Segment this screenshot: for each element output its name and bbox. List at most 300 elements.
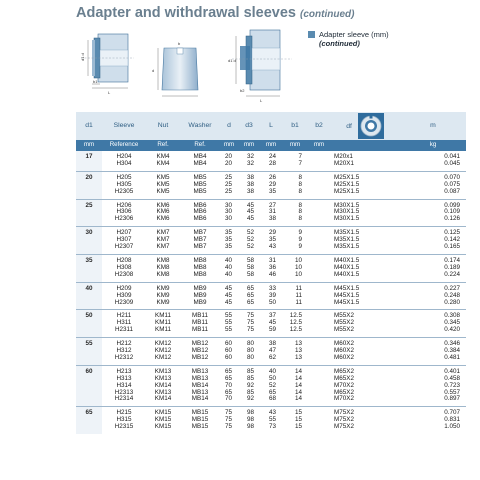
cell-value: 15 xyxy=(294,416,302,424)
cell-value: H312 xyxy=(116,347,132,355)
cell-value: H2315 xyxy=(114,423,134,431)
table-cell xyxy=(146,310,180,338)
cell-value: 45 xyxy=(268,319,276,327)
table-cell xyxy=(308,227,330,255)
cell-value: KM12 xyxy=(154,340,172,348)
table-cell xyxy=(180,151,220,171)
col-header-l: L xyxy=(260,112,282,140)
cell-value: 0.384 xyxy=(444,347,460,355)
table-cell xyxy=(282,407,308,434)
cell-value: 8 xyxy=(298,180,302,188)
cell-value: 15 xyxy=(294,409,302,417)
table-cell xyxy=(308,171,330,199)
cell-value: 37 xyxy=(268,312,276,320)
cell-value: 40 xyxy=(224,263,232,271)
cell-value: 0.165 xyxy=(444,243,460,251)
cell-value: 0.308 xyxy=(444,312,460,320)
cell-value: 52 xyxy=(246,243,254,251)
subheader-cell: Ref. xyxy=(146,140,180,151)
cell-value xyxy=(308,300,324,307)
table-cell xyxy=(260,254,282,282)
cell-value xyxy=(308,355,324,362)
cell-value: KM6 xyxy=(156,215,170,223)
cell-value: MB15 xyxy=(191,409,209,417)
cell-value: KM8 xyxy=(156,256,170,264)
cell-value: 75 xyxy=(246,326,254,334)
cell-value: 10 xyxy=(294,256,302,264)
cell-value: MB12 xyxy=(191,340,209,348)
table-cell xyxy=(282,338,308,366)
table-cell xyxy=(260,171,282,199)
table-cell xyxy=(400,171,466,199)
cell-value: 80 xyxy=(246,353,254,361)
cell-value: 75 xyxy=(224,409,232,417)
cell-value: 25 xyxy=(224,173,232,181)
cell-value: 35 xyxy=(224,229,232,237)
sleeve-shaft-diagram xyxy=(226,22,298,104)
cell-value: 38 xyxy=(268,215,276,223)
cell-value: 55 xyxy=(224,326,232,334)
cell-value: H209 xyxy=(116,284,132,292)
cell-value: 14 xyxy=(294,367,302,375)
cell-value: 14 xyxy=(294,388,302,396)
cell-value: H2314 xyxy=(114,395,134,403)
cell-value: H2308 xyxy=(114,270,134,278)
table-cell xyxy=(400,254,466,282)
table-row-group xyxy=(76,338,466,366)
cell-value: M55X2 xyxy=(334,326,354,334)
cell-value: MB14 xyxy=(191,395,209,403)
table-cell xyxy=(308,310,330,338)
cell-value: 35 xyxy=(268,187,276,195)
cell-value: 8 xyxy=(298,208,302,216)
cell-value: 0.174 xyxy=(444,256,460,264)
cell-value: MB7 xyxy=(193,229,207,237)
cell-value: H204 xyxy=(116,153,132,160)
cell-value: KM15 xyxy=(154,423,172,431)
table-subheader-row xyxy=(76,140,466,151)
cell-value: M25X1.5 xyxy=(334,173,360,181)
cell-value: 31 xyxy=(268,256,276,264)
cell-value: MB6 xyxy=(193,215,207,223)
legend xyxy=(308,30,389,48)
cell-value: 30 xyxy=(224,215,232,223)
table-cell xyxy=(330,338,400,366)
cell-value: MB8 xyxy=(193,256,207,264)
cell-value: KM13 xyxy=(154,374,172,382)
cell-value: 60 xyxy=(224,347,232,355)
cell-value: MB8 xyxy=(193,263,207,271)
cell-value: 52 xyxy=(246,236,254,244)
cell-value: 85 xyxy=(246,374,254,382)
table-cell xyxy=(282,199,308,227)
cell-value: 0.126 xyxy=(444,215,460,223)
cell-value: 45 xyxy=(246,208,254,216)
table-cell xyxy=(260,227,282,255)
subheader-cell xyxy=(330,140,400,151)
cell-value: M45X1.5 xyxy=(334,298,360,306)
cell-value: 0.045 xyxy=(444,159,460,167)
cell-value: KM4 xyxy=(156,153,170,160)
cell-value: MB7 xyxy=(193,243,207,251)
cell-value: 65 xyxy=(224,367,232,375)
table-cell xyxy=(282,254,308,282)
table-cell xyxy=(180,310,220,338)
cell-value xyxy=(308,424,324,431)
cell-value: MB14 xyxy=(191,381,209,389)
table-cell xyxy=(220,151,238,171)
cell-value: M60X2 xyxy=(334,347,354,355)
table-cell xyxy=(180,407,220,434)
subheader-cell: Reference xyxy=(102,140,146,151)
cell-value: 40 xyxy=(268,367,276,375)
cell-value: 11 xyxy=(295,291,302,299)
cell-value: 65 xyxy=(268,388,276,396)
subheader-cell: mm xyxy=(238,140,260,151)
table-cell xyxy=(308,199,330,227)
cell-value xyxy=(308,244,324,251)
cell-value: M40X1.5 xyxy=(334,270,360,278)
table-cell xyxy=(308,282,330,310)
table-cell xyxy=(220,171,238,199)
cell-value: MB4 xyxy=(193,153,207,160)
cell-value: M75X2 xyxy=(334,423,354,431)
cell-value: 13 xyxy=(294,340,302,348)
table-cell xyxy=(238,365,260,407)
cell-value: MB8 xyxy=(193,270,207,278)
cell-value: KM8 xyxy=(156,270,170,278)
cell-value: 0.897 xyxy=(444,395,460,403)
col-header-washer: Washer xyxy=(180,112,220,140)
cell-value: 33 xyxy=(268,284,276,292)
cell-value xyxy=(308,216,324,223)
cell-value: 0.458 xyxy=(444,374,460,382)
cell-value: H306 xyxy=(116,208,132,216)
table-cell xyxy=(102,365,146,407)
cell-value: 14 xyxy=(294,374,302,382)
cell-value: MB9 xyxy=(193,298,207,306)
table-cell xyxy=(102,282,146,310)
cell-value: 39 xyxy=(268,291,276,299)
cell-value: 1.050 xyxy=(444,423,460,431)
cell-value: 32 xyxy=(246,159,254,167)
cell-value: 59 xyxy=(268,326,276,334)
cell-value: MB6 xyxy=(193,201,207,209)
table-cell xyxy=(180,171,220,199)
cell-value: 30 xyxy=(224,208,232,216)
cell-value: 40 xyxy=(224,270,232,278)
cell-value: M20x1 xyxy=(334,153,353,160)
table-cell xyxy=(102,227,146,255)
cell-value: H305 xyxy=(116,180,132,188)
cell-value: 29 xyxy=(268,180,276,188)
cell-value: 65 xyxy=(246,298,254,306)
cell-value xyxy=(308,396,324,403)
table-cell xyxy=(330,171,400,199)
subheader-cell: mm xyxy=(282,140,308,151)
cell-value: 65 xyxy=(246,291,254,299)
cell-value: MB6 xyxy=(193,208,207,216)
cell-value: 10 xyxy=(294,263,302,271)
cell-value xyxy=(308,327,324,334)
table-cell xyxy=(400,282,466,310)
cell-value: 0.346 xyxy=(444,340,460,348)
cell-d1: 55 xyxy=(76,338,102,366)
cell-value: 55 xyxy=(224,319,232,327)
table-cell xyxy=(330,254,400,282)
cell-value: M40X1.5 xyxy=(334,256,360,264)
cell-value: KM9 xyxy=(156,291,170,299)
table-cell xyxy=(146,407,180,434)
cell-value: 12.5 xyxy=(289,319,302,327)
cell-value: M65X2 xyxy=(334,374,354,382)
table-row-group xyxy=(76,151,466,171)
cell-value: 50 xyxy=(268,298,276,306)
cell-value: 35 xyxy=(268,236,276,244)
cell-value: KM9 xyxy=(156,298,170,306)
cell-value: 32 xyxy=(246,153,254,160)
table-cell xyxy=(102,171,146,199)
cell-d1: 20 xyxy=(76,171,102,199)
thread-header-label: df xyxy=(346,122,352,130)
cell-value: KM15 xyxy=(154,416,172,424)
table-cell xyxy=(308,338,330,366)
cell-value: KM7 xyxy=(156,236,170,244)
cell-value: KM13 xyxy=(154,388,172,396)
cell-value: 45 xyxy=(246,215,254,223)
table-cell xyxy=(282,171,308,199)
cell-value: 75 xyxy=(224,423,232,431)
subheader-cell: mm xyxy=(260,140,282,151)
cell-value: H213 xyxy=(116,367,132,375)
cell-value: 8 xyxy=(298,201,302,209)
cell-value: 10 xyxy=(294,270,302,278)
cell-value: M30X1.5 xyxy=(334,201,360,209)
cell-value: 52 xyxy=(246,229,254,237)
table-cell xyxy=(180,227,220,255)
table-cell xyxy=(238,338,260,366)
cell-value: M35X1.5 xyxy=(334,243,360,251)
diagram-l-right-label: L xyxy=(260,98,263,103)
cell-value: 26 xyxy=(268,173,276,181)
cell-value: H206 xyxy=(116,201,132,209)
table-cell xyxy=(102,310,146,338)
cell-value: 15 xyxy=(294,423,302,431)
cell-value: H308 xyxy=(116,263,132,271)
table-cell xyxy=(102,151,146,171)
cell-value: KM5 xyxy=(156,187,170,195)
table-cell xyxy=(146,365,180,407)
table-cell xyxy=(282,282,308,310)
cell-value: 80 xyxy=(246,340,254,348)
cell-value xyxy=(308,272,324,279)
cell-value: 7 xyxy=(298,159,302,167)
table-cell xyxy=(238,310,260,338)
cell-value: M45X1.5 xyxy=(334,284,360,292)
cell-value: H307 xyxy=(116,236,132,244)
cell-value: 73 xyxy=(268,423,276,431)
table-cell xyxy=(282,151,308,171)
title-text: Adapter and withdrawal sleeves xyxy=(76,5,296,21)
cell-value: 20 xyxy=(224,159,232,167)
cell-value: 8 xyxy=(298,215,302,223)
table-cell xyxy=(220,338,238,366)
diagram-l-label: L xyxy=(108,90,111,95)
cell-value: 50 xyxy=(268,374,276,382)
table-cell xyxy=(260,365,282,407)
cell-value: 45 xyxy=(224,298,232,306)
cell-value: MB11 xyxy=(192,326,208,334)
cell-value: 55 xyxy=(224,312,232,320)
cell-value: 0.075 xyxy=(444,180,460,188)
cell-value: KM7 xyxy=(156,243,170,251)
diagram-d-label: d xyxy=(152,68,155,73)
col-header-b1: b1 xyxy=(282,112,308,140)
cell-value: MB4 xyxy=(193,159,207,167)
col-header-thread xyxy=(330,112,400,140)
cell-value: KM11 xyxy=(155,312,171,320)
cell-value: 52 xyxy=(268,381,276,389)
cell-value: 36 xyxy=(268,263,276,271)
cell-value: 0.481 xyxy=(444,353,460,361)
cell-value: 38 xyxy=(246,180,254,188)
cell-value: 45 xyxy=(224,284,232,292)
cell-value: MB5 xyxy=(193,187,207,195)
cell-value: H309 xyxy=(116,291,132,299)
cell-value xyxy=(308,189,324,196)
cell-value: 0.224 xyxy=(444,270,460,278)
cell-value: 9 xyxy=(298,229,302,237)
table-cell xyxy=(260,407,282,434)
sleeve-piece-diagram xyxy=(150,40,212,102)
table-cell xyxy=(180,338,220,366)
table-cell xyxy=(282,227,308,255)
cell-value: 58 xyxy=(246,263,254,271)
table-row-group xyxy=(76,227,466,255)
cell-value: KM12 xyxy=(154,353,172,361)
cell-value: MB5 xyxy=(193,173,207,181)
cell-value: 24 xyxy=(268,153,276,160)
cell-value: KM5 xyxy=(156,180,170,188)
cell-value: MB12 xyxy=(191,353,209,361)
cell-value: 0.707 xyxy=(444,409,460,417)
table-row-group xyxy=(76,199,466,227)
table-cell xyxy=(282,365,308,407)
table-cell xyxy=(102,407,146,434)
cell-d1: 65 xyxy=(76,407,102,434)
col-header-b2: b2 xyxy=(308,112,330,140)
cell-value: 75 xyxy=(246,312,254,320)
table-cell xyxy=(238,407,260,434)
subheader-cell: Ref. xyxy=(180,140,220,151)
cell-value: M70X2 xyxy=(334,381,354,389)
cell-value: 70 xyxy=(224,381,232,389)
cell-value: 0.420 xyxy=(444,326,460,334)
cell-value: H2306 xyxy=(114,215,134,223)
diagram-b-label: b xyxy=(178,41,181,46)
cell-value: H2312 xyxy=(114,353,134,361)
cell-value: 13 xyxy=(294,347,302,355)
cell-value: MB12 xyxy=(191,347,209,355)
table-row-group xyxy=(76,365,466,407)
cell-value xyxy=(308,161,324,168)
cell-value: H205 xyxy=(116,173,132,181)
col-header-d: d xyxy=(220,112,238,140)
cell-value: M75X2 xyxy=(334,416,354,424)
cell-value: 68 xyxy=(268,395,276,403)
cell-value: H313 xyxy=(116,374,132,382)
cell-value: 80 xyxy=(246,347,254,355)
table-cell xyxy=(308,151,330,171)
cell-value: M60X2 xyxy=(334,353,354,361)
col-header-mass: m xyxy=(400,112,466,140)
table-cell xyxy=(308,407,330,434)
cell-value: 65 xyxy=(246,284,254,292)
table-cell xyxy=(330,151,400,171)
cell-value: MB11 xyxy=(192,319,208,327)
cell-value: 0.041 xyxy=(444,153,460,160)
cell-value: 0.142 xyxy=(444,236,460,244)
cell-value: 38 xyxy=(268,340,276,348)
cell-value: 7 xyxy=(298,153,302,160)
cell-value: 35 xyxy=(224,243,232,251)
table-row-group xyxy=(76,254,466,282)
table-cell xyxy=(146,227,180,255)
cell-value: 0.280 xyxy=(444,298,460,306)
table-cell xyxy=(238,171,260,199)
cell-value: 9 xyxy=(298,243,302,251)
table-row-group xyxy=(76,282,466,310)
table-cell xyxy=(400,338,466,366)
cell-value: 14 xyxy=(294,381,302,389)
title-suffix: (continued) xyxy=(300,9,355,20)
table-cell xyxy=(330,310,400,338)
cell-value: 20 xyxy=(224,153,232,160)
table-cell xyxy=(330,199,400,227)
cell-d1: 35 xyxy=(76,254,102,282)
cell-value: 0.099 xyxy=(444,201,460,209)
cell-value: M20X1 xyxy=(334,159,354,167)
cell-value: H314 xyxy=(116,381,132,389)
cell-value: MB7 xyxy=(193,236,207,244)
cell-value: 31 xyxy=(268,208,276,216)
cell-value: 65 xyxy=(224,374,232,382)
table-cell xyxy=(330,365,400,407)
cell-value: M30X1.5 xyxy=(334,208,360,216)
table-cell xyxy=(260,282,282,310)
cell-value: MB5 xyxy=(193,180,207,188)
cell-value: KM6 xyxy=(156,201,170,209)
table-cell xyxy=(220,310,238,338)
table-cell xyxy=(102,199,146,227)
table-cell xyxy=(146,151,180,171)
nut-photo-icon xyxy=(358,113,384,139)
cell-value: M75X2 xyxy=(334,409,354,417)
cell-value: 70 xyxy=(224,395,232,403)
cell-value: 65 xyxy=(224,388,232,396)
subheader-cell: mm xyxy=(220,140,238,151)
cell-value: 8 xyxy=(298,173,302,181)
diagram-d1-label: d1 d xyxy=(80,53,85,61)
table-cell xyxy=(102,338,146,366)
table-cell xyxy=(308,365,330,407)
table-cell xyxy=(238,199,260,227)
col-header-nut: Nut xyxy=(146,112,180,140)
cell-value: MB9 xyxy=(193,284,207,292)
cell-value: M55X2 xyxy=(334,312,354,320)
cell-value: 98 xyxy=(246,416,254,424)
table-cell xyxy=(400,407,466,434)
